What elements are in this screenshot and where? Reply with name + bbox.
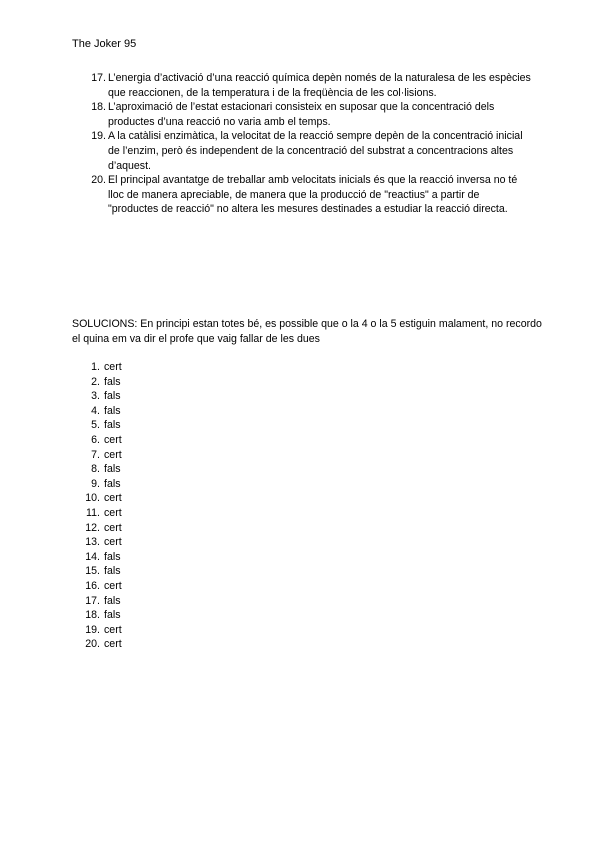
answer-value: fals — [104, 404, 121, 417]
answer-number: 12. — [85, 521, 100, 534]
question-item — [72, 71, 532, 100]
answer-number: 2. — [91, 375, 100, 388]
question-item — [72, 173, 532, 217]
answer-value: cert — [104, 433, 122, 446]
answer-item — [72, 462, 122, 477]
answer-number: 14. — [85, 550, 100, 563]
answer-number: 10. — [85, 492, 100, 505]
answer-value: fals — [104, 565, 121, 578]
answer-value: fals — [104, 419, 121, 432]
answer-item — [72, 375, 122, 390]
answer-item — [72, 521, 122, 536]
answer-number: 20. — [85, 638, 100, 651]
answer-item — [72, 404, 122, 419]
answer-number: 7. — [91, 448, 100, 461]
answer-number: 8. — [91, 463, 100, 476]
answer-item — [72, 491, 122, 506]
question-number: 20. — [91, 174, 106, 187]
answer-value: fals — [104, 375, 121, 388]
answer-item — [72, 608, 122, 623]
answer-number: 3. — [91, 390, 100, 403]
answer-value: cert — [104, 638, 122, 651]
answer-item — [72, 637, 122, 652]
page-header: The Joker 95 — [72, 38, 137, 50]
answer-list — [72, 360, 122, 652]
question-number: 17. — [91, 72, 106, 84]
answer-item — [72, 550, 122, 565]
question-item — [72, 100, 532, 129]
answer-number: 18. — [85, 609, 100, 622]
question-text: El principal avantatge de treballar amb velocitats inicials és que la reacció inversa no té lloc de manera apreciable, de manera que la producció de "reactius" a partir de "productes de reacció" no altera les mesures destinades a estudiar la reacció directa. — [108, 174, 518, 216]
solutions-note: SOLUCIONS: En principi estan totes bé, es possible que o la 4 o la 5 estiguin malament, no recordo el quina em va dir el profe que vaig fallar de les dues — [72, 318, 542, 345]
answer-value: cert — [104, 506, 122, 519]
answer-number: 9. — [91, 477, 100, 490]
answer-number: 17. — [85, 594, 100, 607]
answer-value: fals — [104, 609, 121, 622]
answer-number: 1. — [91, 361, 100, 373]
answer-value: fals — [104, 463, 121, 476]
question-text: A la catàlisi enzimàtica, la velocitat de la reacció sempre depèn de la concentració inicial de l’enzim, però és independent de la concentració del substrat a concentracions altes d’aquest. — [108, 130, 523, 172]
question-text: L’energia d’activació d’una reacció química depèn només de la naturalesa de les espècies que reaccionen, de la temperatura i de la freqüència de les col·lisions. — [108, 72, 531, 99]
answer-item — [72, 535, 122, 550]
answer-item — [72, 623, 122, 638]
answer-number: 19. — [85, 623, 100, 636]
answer-value: cert — [104, 492, 122, 505]
answer-number: 11. — [86, 506, 100, 519]
answer-number: 13. — [85, 536, 100, 549]
answer-item — [72, 506, 122, 521]
answer-number: 16. — [85, 579, 100, 592]
question-number: 19. — [91, 130, 106, 143]
question-list — [72, 71, 532, 217]
answer-value: cert — [104, 623, 122, 636]
answer-item — [72, 433, 122, 448]
answer-value: cert — [104, 521, 122, 534]
answer-item — [72, 579, 122, 594]
answer-value: cert — [104, 536, 122, 549]
answer-number: 6. — [91, 433, 100, 446]
answer-item — [72, 389, 122, 404]
answer-value: cert — [104, 361, 122, 373]
answer-item — [72, 360, 122, 375]
answer-number: 4. — [91, 404, 100, 417]
question-item — [72, 129, 532, 173]
answer-value: cert — [104, 448, 122, 461]
answer-item — [72, 418, 122, 433]
answer-item — [72, 594, 122, 609]
question-number: 18. — [91, 101, 106, 114]
answer-value: fals — [104, 390, 121, 403]
answer-item — [72, 564, 122, 579]
answer-value: cert — [104, 579, 122, 592]
question-text: L’aproximació de l’estat estacionari consisteix en suposar que la concentració dels productes d’una reacció no varia amb el temps. — [108, 101, 495, 128]
answer-value: fals — [104, 594, 121, 607]
answer-value: fals — [104, 550, 121, 563]
answer-number: 5. — [91, 419, 100, 432]
answer-number: 15. — [85, 565, 100, 578]
answer-item — [72, 477, 122, 492]
answer-value: fals — [104, 477, 121, 490]
answer-item — [72, 448, 122, 463]
